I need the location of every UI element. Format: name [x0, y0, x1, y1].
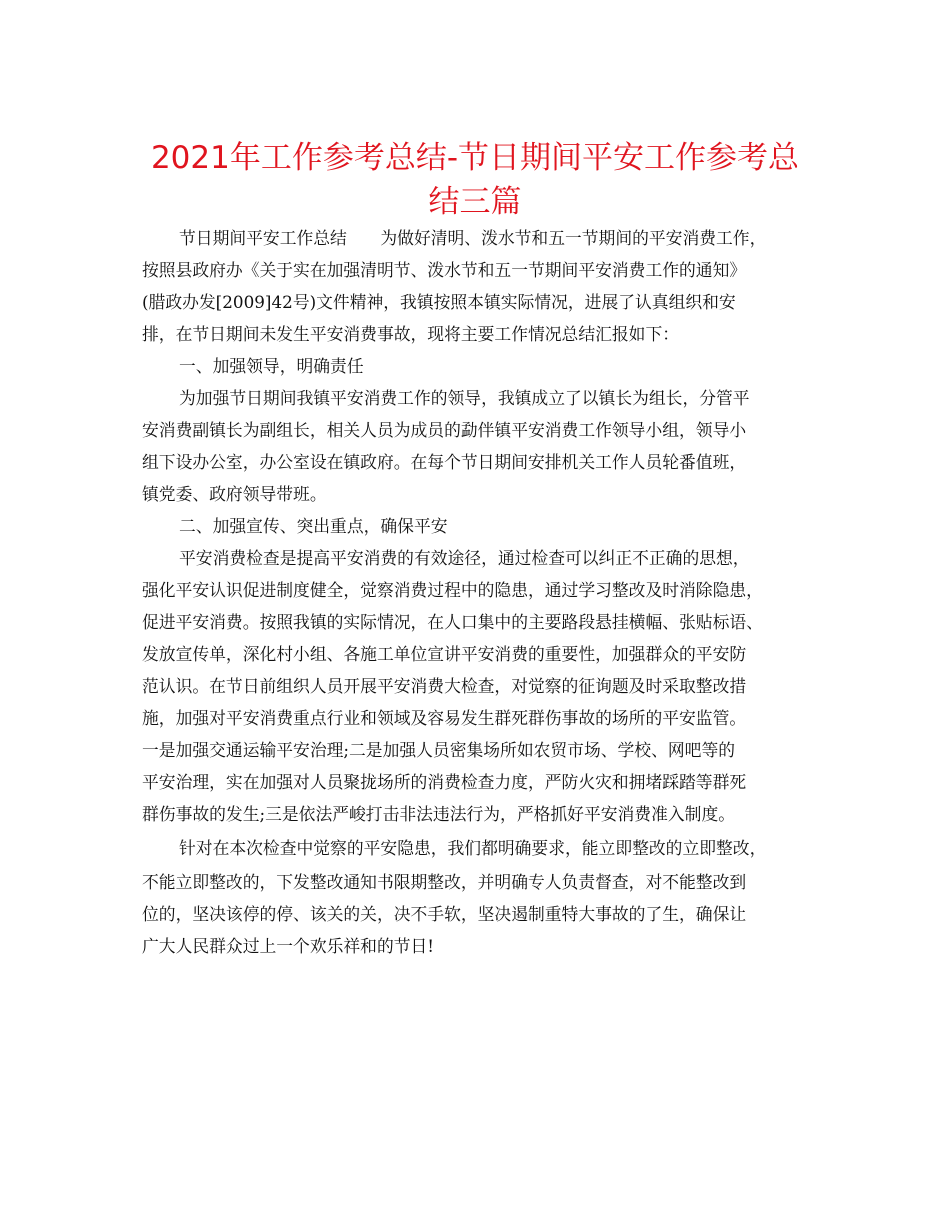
paragraph-line: 施，加强对平安消费重点行业和领域及容易发生群死群伤事故的场所的平安监管。 [142, 708, 747, 728]
paragraph-line: 平安治理，实在加强对人员聚拢场所的消费检查力度，严防火灾和拥堵踩踏等群死 [142, 772, 747, 792]
paragraph-line: 一是加强交通运输平安治理;二是加强人员密集场所如农贸市场、学校、网吧等的 [142, 740, 736, 760]
paragraph-line: 平安消费检查是提高平安消费的有效途径，通过检查可以纠正不正确的思想， [179, 548, 750, 568]
paragraph-line: 节日期间平安工作总结 为做好清明、泼水节和五一节期间的平安消费工作， [179, 228, 767, 248]
paragraph-line: 范认识。在节日前组织人员开展平安消费大检查，对觉察的征询题及时采取整改措 [142, 676, 747, 696]
paragraph-line: 按照县政府办《关于实在加强清明节、泼水节和五一节期间平安消费工作的通知》 [142, 260, 747, 280]
paragraph-line: 发放宣传单，深化村小组、各施工单位宣讲平安消费的重要性，加强群众的平安防 [142, 644, 747, 664]
paragraph-line: 群伤事故的发生;三是依法严峻打击非法违法行为，严格抓好平安消费准入制度。 [142, 804, 736, 824]
section-heading: 二、加强宣传、突出重点，确保平安 [179, 516, 448, 536]
paragraph-line: 镇党委、政府领导带班。 [142, 484, 327, 504]
paragraph-line: 强化平安认识促进制度健全，觉察消费过程中的隐患，通过学习整改及时消除隐患， [142, 580, 763, 600]
paragraph-line: (腊政办发[2009]42号)文件精神，我镇按照本镇实际情况，进展了认真组织和安 [142, 292, 736, 312]
paragraph-line: 广大人民群众过上一个欢乐祥和的节日! [142, 936, 435, 956]
document-body [142, 222, 812, 962]
paragraph-line: 针对在本次检查中觉察的平安隐患，我们都明确要求，能立即整改的立即整改， [179, 838, 767, 858]
paragraph-line: 组下设办公室，办公室设在镇政府。在每个节日期间安排机关工作人员轮番值班， [142, 452, 747, 472]
title-line-2: 结三篇 [428, 184, 522, 220]
title-line-1: 2021年工作参考总结-节日期间平安工作参考总 [150, 140, 800, 176]
section-heading: 一、加强领导，明确责任 [179, 356, 364, 376]
paragraph-line: 安消费副镇长为副组长，相关人员为成员的勐伴镇平安消费工作领导小组，领导小 [142, 420, 747, 440]
paragraph-line: 促进平安消费。按照我镇的实际情况，在人口集中的主要路段悬挂横幅、张贴标语、 [142, 612, 763, 632]
paragraph-line: 为加强节日期间我镇平安消费工作的领导，我镇成立了以镇长为组长，分管平 [179, 388, 750, 408]
paragraph-line: 位的，坚决该停的停、该关的关，决不手软，坚决遏制重特大事故的了生，确保让 [142, 904, 747, 924]
paragraph-line: 排，在节日期间未发生平安消费事故，现将主要工作情况总结汇报如下： [142, 324, 680, 344]
paragraph-line: 不能立即整改的，下发整改通知书限期整改，并明确专人负责督查，对不能整改到 [142, 872, 747, 892]
document-title [100, 136, 850, 224]
